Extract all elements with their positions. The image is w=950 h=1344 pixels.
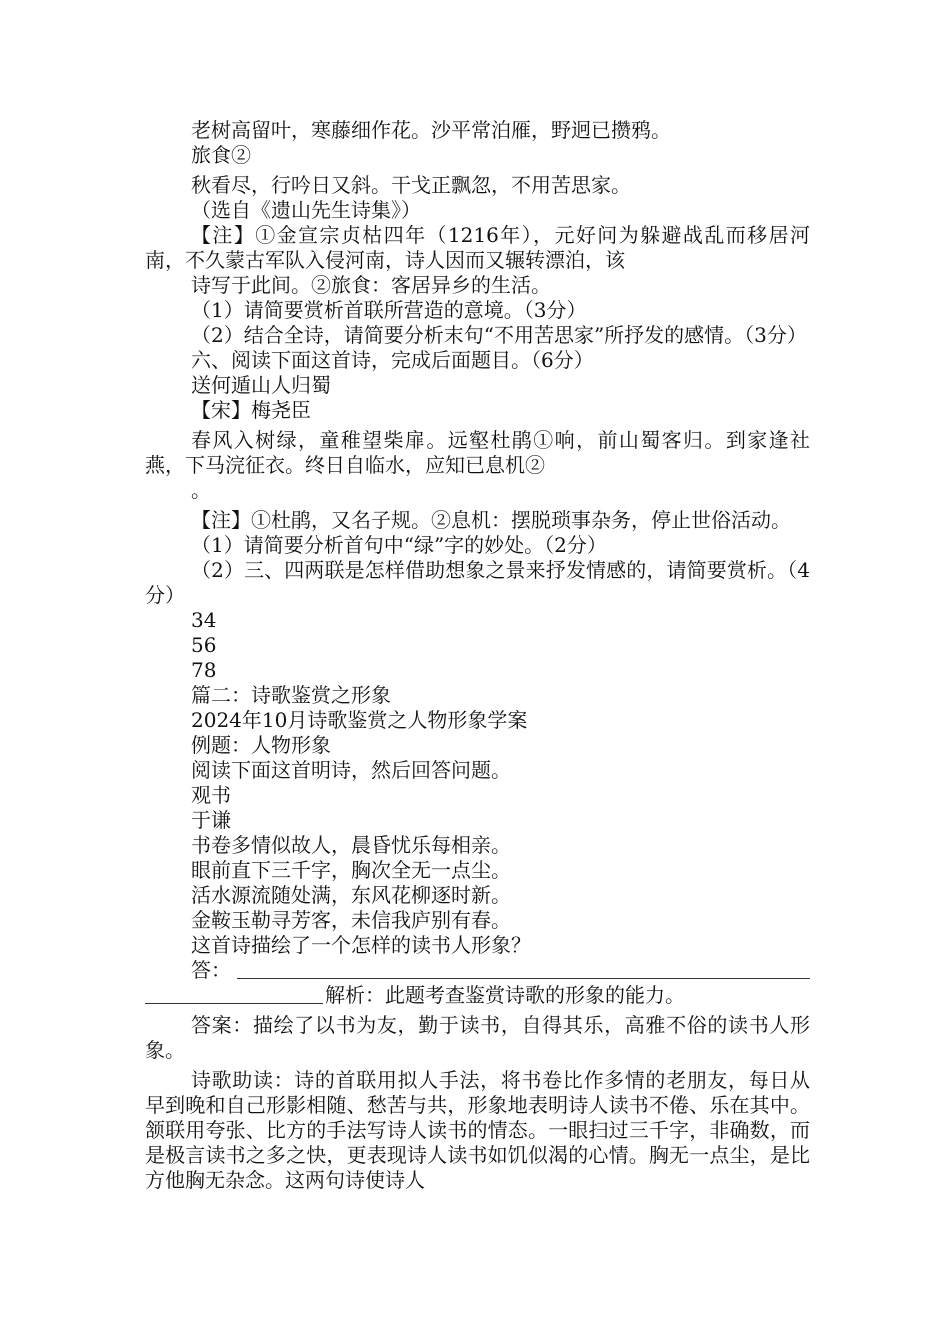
question-2: （2）三、四两联是怎样借助想象之景来抒发情感的，请简要赏析。（4分） xyxy=(145,558,810,607)
question-2: （2）结合全诗，请简要分析末句“不用苦思家”所抒发的感情。（3分） xyxy=(191,323,807,347)
answer-line xyxy=(145,958,810,983)
doc-title: 2024年10月诗歌鉴赏之人物形象学案 xyxy=(191,708,528,732)
poem-title: 送何遁山人归蜀 xyxy=(191,373,331,397)
poem-author: 于谦 xyxy=(191,808,231,832)
poem-line: 活水源流随处满，东风花柳逐时新。 xyxy=(191,883,511,907)
poem-period: 。 xyxy=(191,478,211,502)
note-paragraph: 【注】①金宣宗贞枯四年（1216年），元好问为躲避战乱而移居河南，不久蒙古军队入侵河南，诗人因而又辗转漂泊，该 xyxy=(145,223,810,272)
poem-line: 书卷多情似故人，晨昏忧乐每相亲。 xyxy=(191,833,511,857)
poem-line: 老树高留叶，寒藤细作花。沙平常泊雁，野迥已攒鸦。 xyxy=(191,118,671,142)
example-heading: 例题：人物形象 xyxy=(191,733,331,757)
instruction: 阅读下面这首明诗，然后回答问题。 xyxy=(191,758,511,782)
question-1: （1）请简要赏析首联所营造的意境。（3分） xyxy=(191,298,587,322)
question: 这首诗描绘了一个怎样的读书人形象？ xyxy=(191,933,531,957)
analysis-text: 解析：此题考查鉴赏诗歌的形象的能力。 xyxy=(325,983,685,1007)
poem-line: 眼前直下三千字，胸次全无一点尘。 xyxy=(191,858,511,882)
note-paragraph: 【注】①杜鹃，又名子规。②息机：摆脱琐事杂务，停止世俗活动。 xyxy=(191,508,791,532)
reading-guide: 诗歌助读：诗的首联用拟人手法，将书卷比作多情的老朋友，每日从早到晚和自己形影相随、愁苦与共，形象地表明诗人读书不倦、乐在其中。颔联用夸张、比方的手法写诗人读书的情态。一眼扫过三千字，非确数，而是极言读书之多之快，更表现诗人读书如饥似渴的心情。胸无一点尘，是比方他胸无杂念。这两句诗使诗人 xyxy=(145,1068,810,1192)
poem-line: 秋看尽，行吟日又斜。干戈正飘忽，不用苦思家。 xyxy=(191,173,631,197)
analysis-line xyxy=(145,983,810,1008)
answer-blank xyxy=(237,978,810,979)
answer-label: 答： xyxy=(191,958,231,982)
question-1: （1）请简要分析首句中“绿”字的妙处。（2分） xyxy=(191,533,607,557)
note-continuation: 诗写于此间。②旅食：客居异乡的生活。 xyxy=(191,273,551,297)
chapter-heading: 篇二：诗歌鉴赏之形象 xyxy=(191,683,391,707)
document-page xyxy=(145,118,810,1193)
poem-source: （选自《遗山先生诗集》） xyxy=(191,198,421,222)
poem-title: 旅食② xyxy=(191,143,251,167)
section-heading: 六、阅读下面这首诗，完成后面题目。（6分） xyxy=(191,348,594,372)
poem-author: 【宋】梅尧臣 xyxy=(191,398,311,422)
answer-paragraph: 答案：描绘了以书为友，勤于读书，自得其乐，高雅不俗的读书人形象。 xyxy=(145,1013,810,1062)
poem-title: 观书 xyxy=(191,783,231,807)
answer-blank-continued xyxy=(145,1003,323,1004)
poem-body: 春风入树绿，童稚望柴扉。远壑杜鹃①响，前山蜀客归。到家逢社燕，下马浣征衣。终日自临水，应知已息机② xyxy=(145,428,810,477)
poem-line: 金鞍玉勒寻芳客，未信我庐别有春。 xyxy=(191,908,511,932)
page-number: 78 xyxy=(191,658,217,682)
page-number: 34 xyxy=(191,608,217,632)
page-number: 56 xyxy=(191,633,217,657)
